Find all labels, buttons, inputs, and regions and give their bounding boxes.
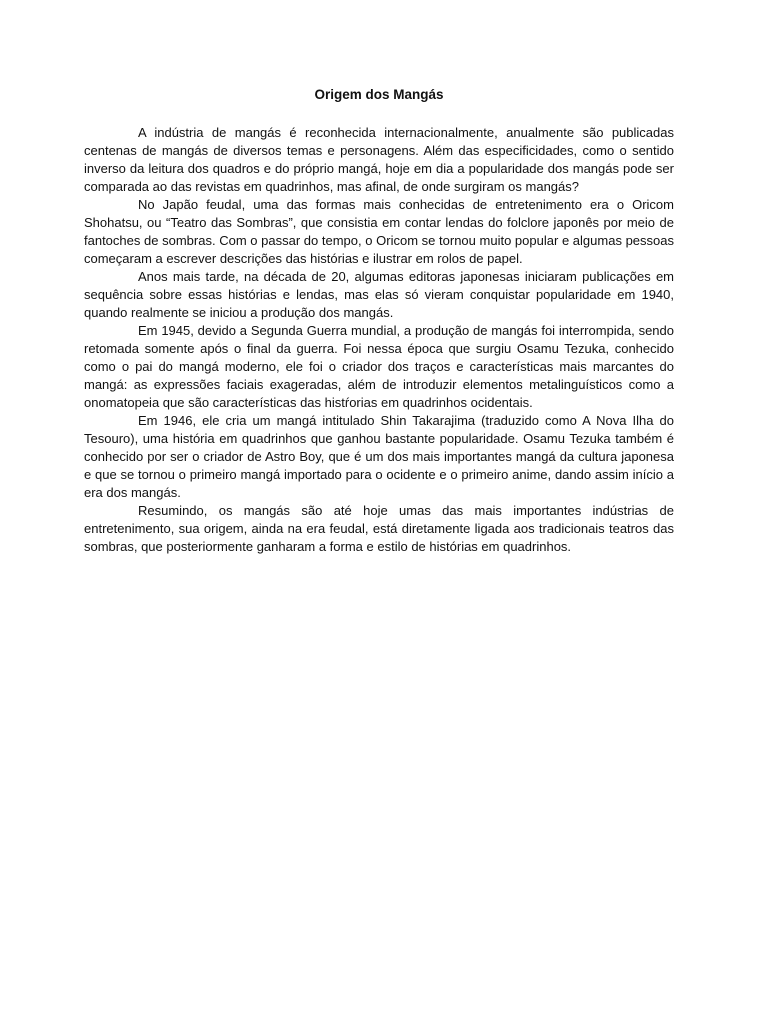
paragraph-3: Anos mais tarde, na década de 20, algumas editoras japonesas iniciaram publicações em sequência sobre essas histórias e lendas, mas elas só vieram conquistar popularidade em 1940, quando realmente se iniciou a produção dos mangás.	[84, 269, 674, 320]
paragraph-5: Em 1946, ele cria um mangá intitulado Shin Takarajima (traduzido como A Nova Ilha do Tesouro), uma história em quadrinhos que ganhou bastante popularidade. Osamu Tezuka também é conhecido por ser o criador de Astro Boy, que é um dos mais importantes mangá da cultura japonesa e que se tornou o primeiro mangá importado para o ocidente e o primeiro anime, dando assim início a era dos mangás.	[84, 413, 674, 500]
document-title: Origem dos Mangás	[314, 87, 444, 102]
paragraph-4: Em 1945, devido a Segunda Guerra mundial, a produção de mangás foi interrompida, sendo retomada somente após o final da guerra. Foi nessa época que surgiu Osamu Tezuka, conhecido como o pai do mangá moderno, ele foi o criador dos traços e características mais marcantes do mangá: as expressões faciais exageradas, além de introduzir elementos metalinguísticos como a onomatopeia que são características das histŕorias em quadrinhos ocidentais.	[84, 323, 674, 410]
paragraph-2: No Japão feudal, uma das formas mais conhecidas de entretenimento era o Oricom Shohatsu, ou “Teatro das Sombras”, que consistia em contar lendas do folclore japonês por meio de fantoches de sombras. Com o passar do tempo, o Oricom se tornou muito popular e algumas pessoas começaram a escrever descrições das histórias e ilustrar em rolos de papel.	[84, 197, 674, 266]
paragraph-6: Resumindo, os mangás são até hoje umas das mais importantes indústrias de entretenimento, sua origem, ainda na era feudal, está diretamente ligada aos tradicionais teatros das sombras, que posteriormente ganharam a forma e estilo de histórias em quadrinhos.	[84, 503, 674, 554]
document-page	[84, 86, 674, 556]
paragraph-1: A indústria de mangás é reconhecida internacionalmente, anualmente são publicadas centenas de mangás de diversos temas e personagens. Além das especificidades, como o sentido inverso da leitura dos quadros e do próprio mangá, hoje em dia a popularidade dos mangás pode ser comparada ao das revistas em quadrinhos, mas afinal, de onde surgiram os mangás?	[84, 125, 674, 194]
